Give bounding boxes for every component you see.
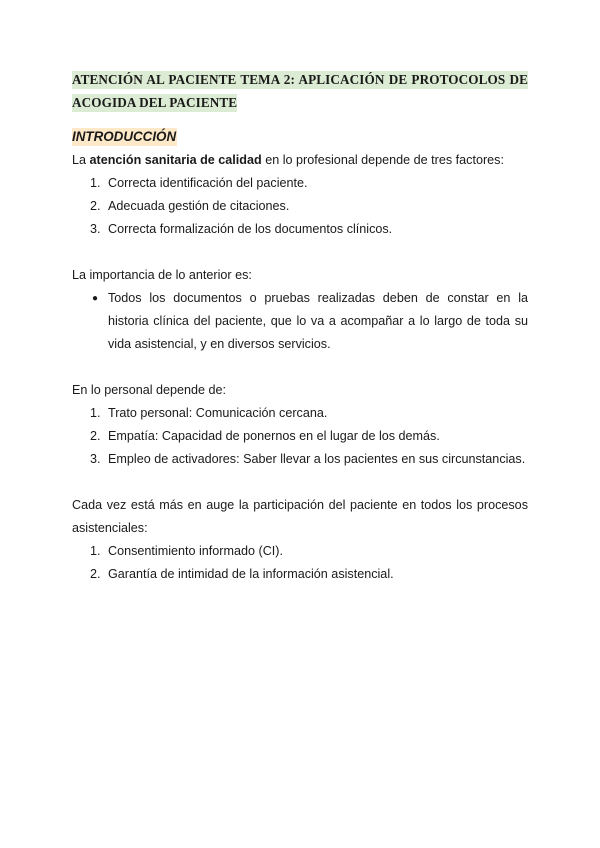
- list-item-text: Garantía de intimidad de la información asistencial.: [108, 567, 394, 581]
- spacer: [72, 241, 528, 264]
- section-heading-text: INTRODUCCIÓN: [72, 129, 177, 144]
- list-item: [72, 172, 528, 195]
- list-item-text: Empatía: Capacidad de ponernos en el lugar de los demás.: [108, 429, 440, 443]
- intro-bold-text: atención sanitaria de calidad: [89, 153, 262, 167]
- participation-list: [72, 540, 528, 586]
- factors-list: [72, 172, 528, 241]
- intro-paragraph: [72, 149, 528, 172]
- title-highlight: ATENCIÓN AL PACIENTE TEMA 2: APLICACIÓN DE PROTOCOLOS DE ACOGIDA DEL PACIENTE: [72, 72, 528, 110]
- bullet-icon: ●: [92, 293, 99, 304]
- list-item: [72, 540, 528, 563]
- list-number: 3.: [90, 452, 101, 466]
- participation-paragraph: Cada vez está más en auge la participación del paciente en todos los procesos asistenciales:: [72, 498, 528, 535]
- list-item: [72, 448, 528, 471]
- list-number: 1.: [90, 176, 101, 190]
- list-item-text: Trato personal: Comunicación cercana.: [108, 406, 328, 420]
- intro-text-end: en lo profesional depende de tres factores:: [261, 153, 504, 167]
- list-item-text: Correcta formalización de los documentos clínicos.: [108, 222, 393, 236]
- section-heading: [72, 125, 528, 149]
- importance-list: [72, 287, 528, 356]
- list-item-text: Todos los documentos o pruebas realizadas deben de constar en la historia clínica del paciente, que lo va a acompañar a lo largo de toda su vida asistencial, y en diversos servicios.: [108, 291, 528, 351]
- personal-label: En lo personal depende de:: [72, 383, 227, 397]
- list-item: [72, 195, 528, 218]
- document-title: [72, 68, 528, 114]
- list-number: 2.: [90, 199, 101, 213]
- list-item-text: Correcta identificación del paciente.: [108, 176, 308, 190]
- document-page: [72, 68, 528, 586]
- list-item: [72, 402, 528, 425]
- list-item-text: Consentimiento informado (CI).: [108, 544, 283, 558]
- list-item: [72, 425, 528, 448]
- list-item: [72, 287, 528, 356]
- list-item-text: Empleo de activadores: Saber llevar a los pacientes en sus circunstancias.: [108, 452, 526, 466]
- spacer: [72, 471, 528, 494]
- personal-list: [72, 402, 528, 471]
- list-number: 2.: [90, 429, 101, 443]
- list-number: 2.: [90, 567, 101, 581]
- list-number: 1.: [90, 544, 101, 558]
- list-number: 3.: [90, 222, 101, 236]
- list-item: [72, 563, 528, 586]
- list-item: [72, 218, 528, 241]
- importance-label: La importancia de lo anterior es:: [72, 268, 252, 282]
- intro-text-start: La: [72, 153, 90, 167]
- list-item-text: Adecuada gestión de citaciones.: [108, 199, 290, 213]
- spacer: [72, 356, 528, 379]
- list-number: 1.: [90, 406, 101, 420]
